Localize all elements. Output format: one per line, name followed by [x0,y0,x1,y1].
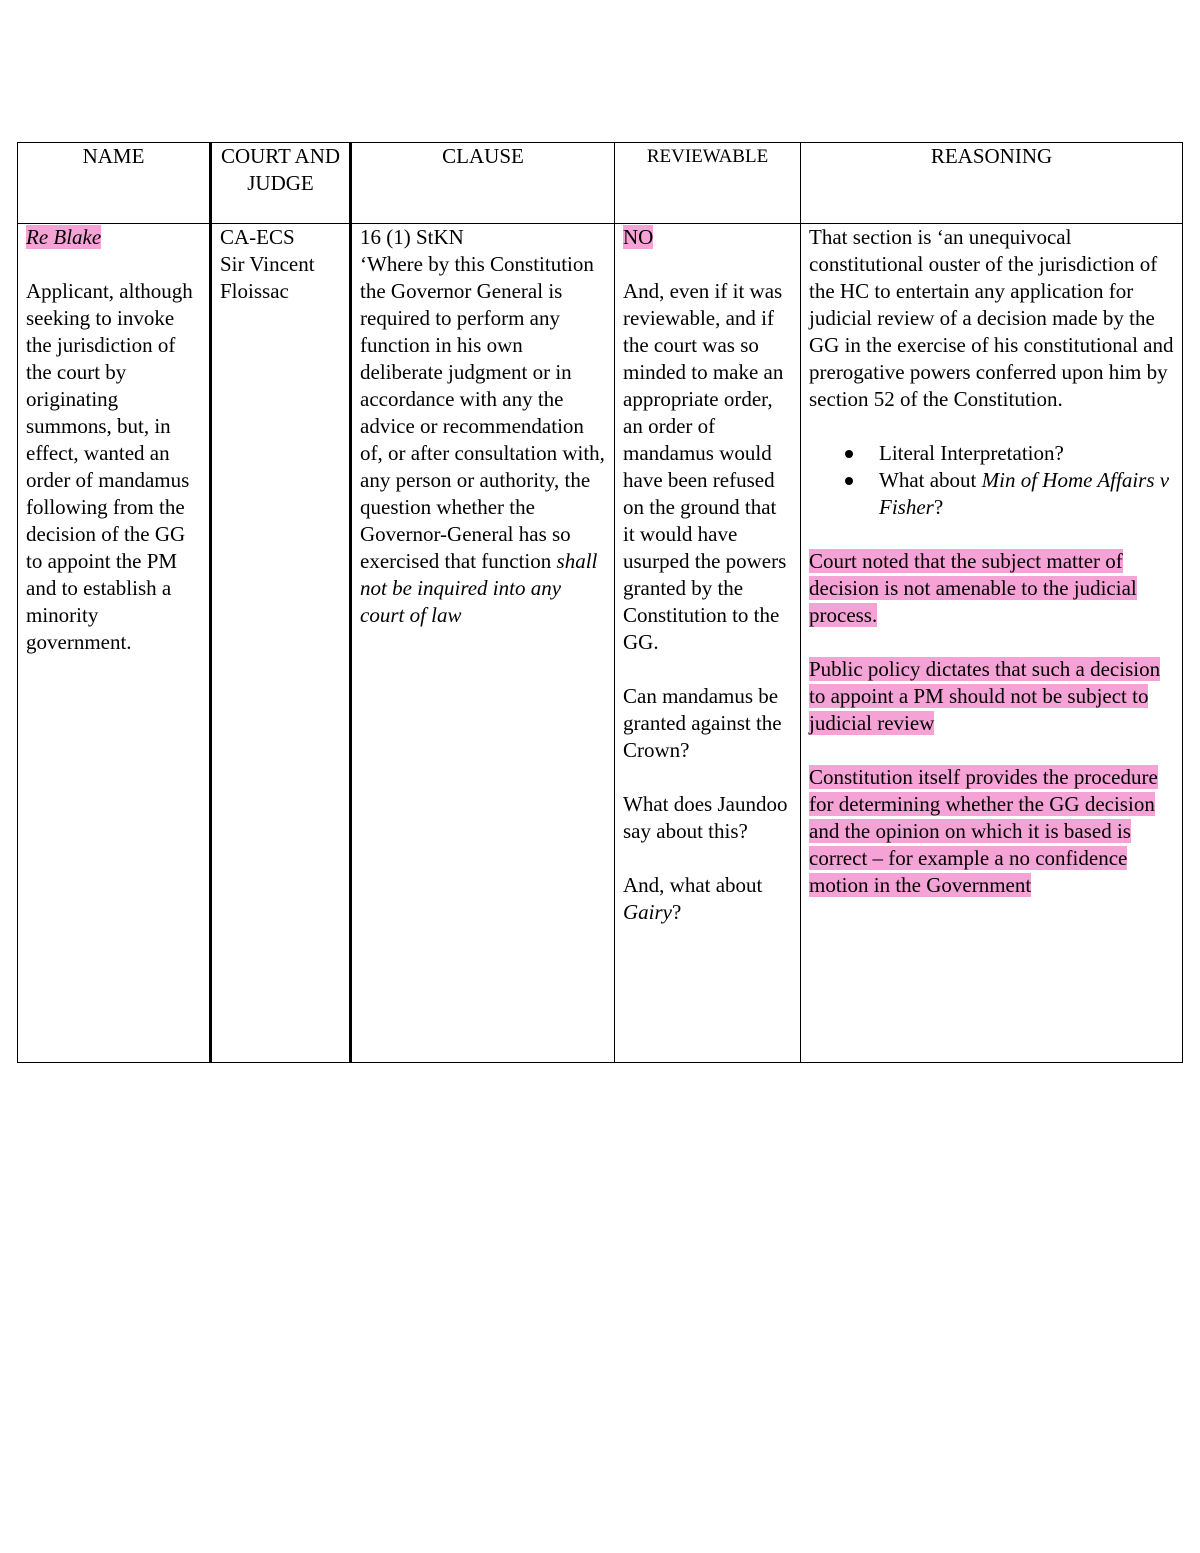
reviewable-p1: And, even if it was reviewable, and if the court was so minded to make an appropriate order, an order of mandamus would have been refused on the ground that it would have usurped the powers granted by the Constitution to the GG. [623,279,787,654]
header-name: NAME [18,143,211,224]
reviewable-answer: NO [623,225,654,249]
clause-text: ‘Where by this Constitution the Governor General is required to perform any function in his own deliberate judgment or in accordance with any the advice or recommendation of, or after consultation with, any person or authority, the question whether the Governor-General has so exercised that function [360,252,605,573]
case-summary: Applicant, although seeking to invoke the jurisdiction of the court by originating summons, but, in effect, wanted an order of mandamus following from the decision of the GG to appoint the PM and to establish a minority government. [26,279,193,654]
cell-court [211,224,351,1063]
cell-reviewable [615,224,801,1063]
reasoning-p1: That section is ‘an unequivocal constitutional ouster of the jurisdiction of the HC to entertain any application for judicial review of a decision made by the GG in the exercise of his constitutional and prerogative powers conferred upon him by section 52 of the Constitution. [809,225,1174,411]
list-item [879,467,1174,521]
header-clause: CLAUSE [351,143,615,224]
reviewable-p4-prefix: And, what about [623,873,763,897]
bullet-2-prefix: What about [879,468,977,492]
header-court-label: COURT AND JUDGE [220,144,341,195]
reasoning-bullets [809,440,1174,521]
list-item [879,440,1174,467]
header-reviewable: REVIEWABLE [615,143,801,224]
cell-reasoning [801,224,1183,1063]
reviewable-p4-suffix: ? [672,900,682,924]
clause-ref: 16 (1) StKN [360,225,464,249]
case-table [17,142,1183,1063]
reviewable-p2: Can mandamus be granted against the Crown? [623,684,782,762]
header-reasoning: REASONING [801,143,1183,224]
bullet-2-suffix: ? [933,495,944,519]
cell-clause [351,224,615,1063]
clause-text-italic: shall not be inquired into any court of law [360,549,598,627]
court-name: CA-ECS [220,225,295,249]
reasoning-highlight-1: Court noted that the subject matter of decision is not amenable to the judicial process. [809,549,1137,627]
reasoning-highlight-3: Constitution itself provides the procedure for determining whether the GG decision and the opinion on which it is based is correct – for example a no confidence motion in the Government [809,765,1158,897]
reviewable-p4-italic: Gairy [623,900,672,924]
bullet-1-text: Literal Interpretation? [879,441,1064,465]
header-court [211,143,351,224]
reviewable-p3: What does Jaundoo say about this? [623,792,788,843]
bullet-2-italic: Min of Home Affairs v Fisher [879,468,1170,519]
reviewable-p4 [623,872,792,926]
table-row [18,224,1183,1063]
judge-name: Sir Vincent Floissac [220,252,315,303]
cell-name [18,224,211,1063]
header-row [18,143,1183,224]
case-name: Re Blake [26,225,102,249]
reasoning-highlight-2: Public policy dictates that such a decision to appoint a PM should not be subject to judicial review [809,657,1161,735]
